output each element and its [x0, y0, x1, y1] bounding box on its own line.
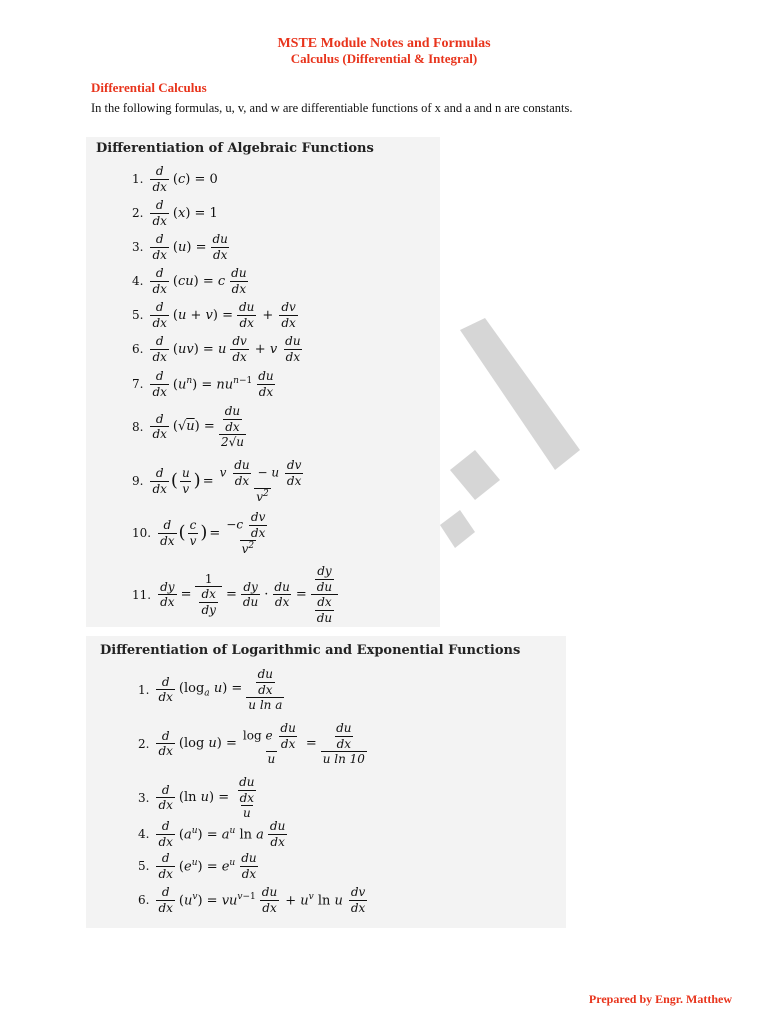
- algebraic-formulas-title: Differentiation of Algebraic Functions: [96, 141, 374, 156]
- document-subtitle: Calculus (Differential & Integral): [290, 51, 478, 66]
- formula-alg-10: 10. d dx ( c v ) = −c $\frac{dv}{dx}$ $v^2$: [132, 510, 266, 557]
- formula-log-3: 3. d dx (ln u) = $\frac{du}{dx}$ u: [138, 775, 255, 821]
- formula-number: 5.: [132, 308, 144, 323]
- logexp-formulas-box: [86, 636, 566, 928]
- formula-number: 1.: [138, 682, 150, 697]
- formula-number: 3.: [132, 240, 144, 255]
- formula-number: 8.: [132, 419, 144, 434]
- formula-log-5: 5. d dx $(e^u) = e^u$ du dx: [138, 851, 257, 881]
- footer-credit: Prepared by Engr. Matthew: [588, 992, 732, 1006]
- formula-number: 7.: [132, 377, 144, 392]
- formula-alg-1: 1. d dx (c) = 0: [132, 164, 218, 194]
- formula-log-2: 2. d dx (log u) = log e $\frac{du}{dx}$ u = $\frac{du}{dx}$ u ln 10: [138, 721, 365, 767]
- formula-alg-9: 9. d dx ( u v ) = v $\frac{du}{dx}$ − u $\frac{dv}{dx}$ $v^2$: [132, 458, 302, 505]
- formula-number: 3.: [138, 790, 150, 805]
- formula-alg-11: 11. $\frac{dy}{dx}$ = 1 $\frac{dx}{dy}$ = $\frac{dy}{du}$ · $\frac{du}{dx}$ = $\frac{dy}{du}$ $\frac{dx}{du}$: [132, 565, 340, 624]
- formula-number: 5.: [138, 859, 150, 874]
- formula-log-6: 6. d dx $(u^v) = vu^{v-1}$ du dx + $u^v$ ln u dv dx: [138, 885, 366, 915]
- formula-alg-3: 3. d dx (u) = $\frac{du}{dx}$: [132, 232, 228, 262]
- formula-log-4: 4. d dx $(a^u) = a^u$ ln a du dx: [138, 819, 286, 849]
- intro-paragraph: In the following formulas, u, v, and w are differentiable functions of x and a and n are constants.: [91, 101, 573, 115]
- formula-number: 6.: [132, 342, 144, 357]
- algebraic-formulas-box: [86, 137, 440, 627]
- document-title: MSTE Module Notes and Formulas: [277, 36, 491, 51]
- formula-number: 2.: [138, 736, 150, 751]
- formula-alg-4: 4. d dx (cu) = c du dx: [132, 266, 247, 296]
- formula-alg-8: 8. d dx (√u) = $\frac{du}{dx}$ 2√u: [132, 404, 244, 450]
- formula-alg-7: 7. d dx $(u^n) = nu^{n-1}$ du dx: [132, 369, 274, 399]
- formula-alg-6: 6. d dx (uv) = u dv dx + v du dx: [132, 334, 301, 364]
- formula-number: 10.: [132, 526, 152, 541]
- formula-number: 11.: [132, 587, 152, 602]
- section-title: Differential Calculus: [91, 80, 207, 95]
- formula-number: 9.: [132, 474, 144, 489]
- formula-alg-5: 5. d dx (u + v) = $\frac{du}{dx}$ + $\frac{dv}{dx}$: [132, 300, 296, 330]
- logexp-formulas-title: Differentiation of Logarithmic and Exponential Functions: [100, 643, 521, 658]
- formula-alg-2: 2. d dx (x) = 1: [132, 198, 218, 228]
- formula-number: 1.: [132, 172, 144, 187]
- formula-number: 6.: [138, 893, 150, 908]
- formula-number: 4.: [138, 827, 150, 842]
- formula-number: 4.: [132, 274, 144, 289]
- formula-number: 2.: [132, 206, 144, 221]
- watermark-logo: [430, 310, 610, 570]
- formula-log-1: 1. d dx ($\log_a$ u) = $\frac{du}{dx}$ u ln a: [138, 667, 283, 713]
